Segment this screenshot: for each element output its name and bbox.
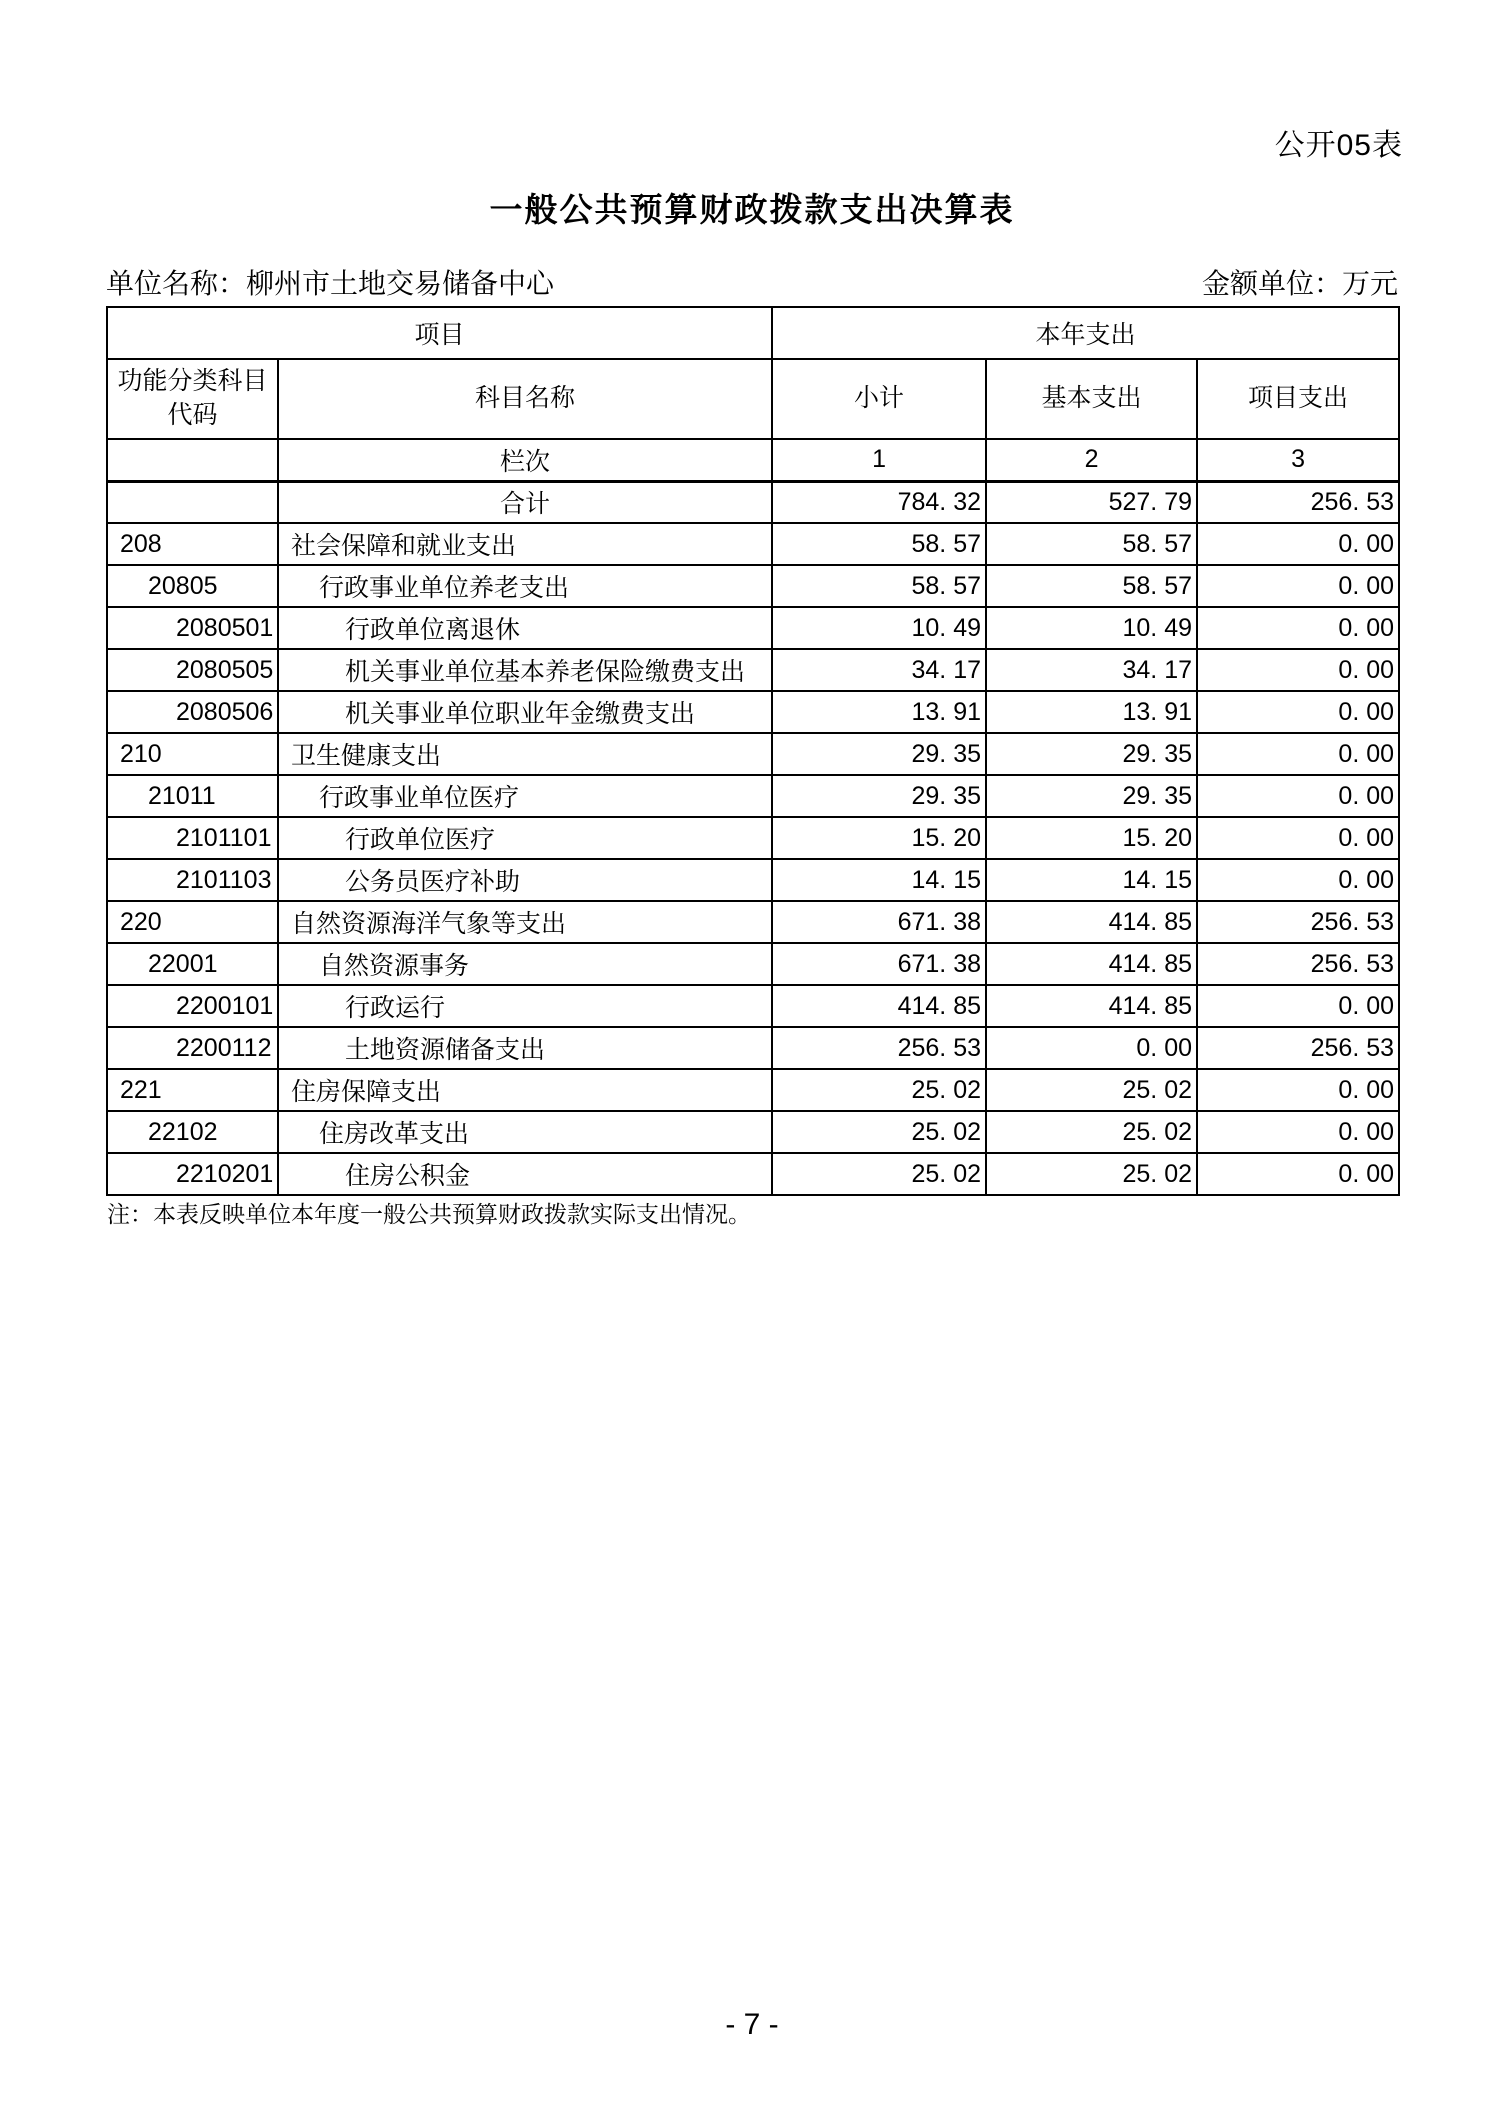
subtotal-cell: 14. 15: [772, 859, 986, 901]
lanci-col-1: 1: [772, 439, 986, 481]
header-subtotal-column: 小计: [772, 359, 986, 439]
code-cell: 22102: [107, 1111, 278, 1153]
code-cell: 2101101: [107, 817, 278, 859]
lanci-empty-cell: [107, 439, 278, 481]
table-row: [107, 1069, 1399, 1111]
amount-unit: 金额单位：万元: [1201, 268, 1398, 299]
table-row: [107, 1027, 1399, 1069]
name-cell: 自然资源事务: [278, 943, 772, 985]
project-expense-cell: 0. 00: [1197, 565, 1399, 607]
project-expense-cell: 0. 00: [1197, 733, 1399, 775]
name-cell: 自然资源海洋气象等支出: [278, 901, 772, 943]
name-cell: 行政单位离退休: [278, 607, 772, 649]
name-cell: 社会保障和就业支出: [278, 523, 772, 565]
project-expense-cell: 0. 00: [1197, 859, 1399, 901]
basic-expense-cell: 14. 15: [986, 859, 1197, 901]
header-row-lanci: [107, 439, 1399, 481]
table-row: [107, 523, 1399, 565]
lanci-col-2: 2: [986, 439, 1197, 481]
subtotal-cell: 15. 20: [772, 817, 986, 859]
page-number: - 7 -: [725, 2008, 779, 2041]
name-cell: 住房改革支出: [278, 1111, 772, 1153]
project-expense-cell: 256. 53: [1197, 943, 1399, 985]
basic-expense-cell: 10. 49: [986, 607, 1197, 649]
code-cell: 21011: [107, 775, 278, 817]
basic-expense-cell: 25. 02: [986, 1111, 1197, 1153]
table-row: [107, 565, 1399, 607]
table-row: [107, 1153, 1399, 1195]
project-expense-cell: 256. 53: [1197, 481, 1399, 523]
basic-expense-cell: 414. 85: [986, 901, 1197, 943]
project-expense-cell: 0. 00: [1197, 691, 1399, 733]
name-cell: 合计: [278, 481, 772, 523]
header-row-columns: [107, 359, 1399, 439]
code-cell: 2080501: [107, 607, 278, 649]
form-label: 公开05表: [1274, 129, 1403, 162]
basic-expense-cell: 29. 35: [986, 733, 1197, 775]
subtotal-cell: 29. 35: [772, 775, 986, 817]
name-cell: 机关事业单位基本养老保险缴费支出: [278, 649, 772, 691]
project-expense-cell: 256. 53: [1197, 901, 1399, 943]
basic-expense-cell: 25. 02: [986, 1069, 1197, 1111]
code-cell: 22001: [107, 943, 278, 985]
code-cell: [107, 481, 278, 523]
name-cell: 卫生健康支出: [278, 733, 772, 775]
table-row: [107, 733, 1399, 775]
name-cell: 机关事业单位职业年金缴费支出: [278, 691, 772, 733]
name-cell: 住房公积金: [278, 1153, 772, 1195]
table-row: [107, 859, 1399, 901]
subtotal-cell: 13. 91: [772, 691, 986, 733]
header-basic-column: 基本支出: [986, 359, 1197, 439]
basic-expense-cell: 29. 35: [986, 775, 1197, 817]
basic-expense-cell: 58. 57: [986, 565, 1197, 607]
lanci-col-3: 3: [1197, 439, 1399, 481]
header-name-column: 科目名称: [278, 359, 772, 439]
code-cell: 2200112: [107, 1027, 278, 1069]
header-code-column: [107, 359, 278, 439]
lanci-label-cell: 栏次: [278, 439, 772, 481]
project-expense-cell: 0. 00: [1197, 775, 1399, 817]
basic-expense-cell: 15. 20: [986, 817, 1197, 859]
table-row: [107, 985, 1399, 1027]
subtotal-cell: 414. 85: [772, 985, 986, 1027]
unit-name: 单位名称：柳州市土地交易储备中心: [106, 268, 555, 299]
basic-expense-cell: 34. 17: [986, 649, 1197, 691]
subtotal-cell: 25. 02: [772, 1069, 986, 1111]
project-expense-cell: 0. 00: [1197, 1111, 1399, 1153]
name-cell: 行政运行: [278, 985, 772, 1027]
code-cell: 2080505: [107, 649, 278, 691]
basic-expense-cell: 414. 85: [986, 985, 1197, 1027]
name-cell: 公务员医疗补助: [278, 859, 772, 901]
budget-table: [106, 306, 1400, 1196]
code-cell: 208: [107, 523, 278, 565]
basic-expense-cell: 414. 85: [986, 943, 1197, 985]
project-expense-cell: 0. 00: [1197, 1069, 1399, 1111]
header-code-line2: 代码: [167, 401, 218, 429]
code-cell: 220: [107, 901, 278, 943]
name-cell: 土地资源储备支出: [278, 1027, 772, 1069]
name-cell: 行政事业单位医疗: [278, 775, 772, 817]
project-expense-cell: 0. 00: [1197, 817, 1399, 859]
table-row: [107, 481, 1399, 523]
subtotal-cell: 58. 57: [772, 565, 986, 607]
table-row: [107, 775, 1399, 817]
subtotal-cell: 34. 17: [772, 649, 986, 691]
project-expense-cell: 0. 00: [1197, 523, 1399, 565]
name-cell: 行政单位医疗: [278, 817, 772, 859]
name-cell: 行政事业单位养老支出: [278, 565, 772, 607]
code-cell: 2200101: [107, 985, 278, 1027]
code-cell: 221: [107, 1069, 278, 1111]
project-expense-cell: 0. 00: [1197, 985, 1399, 1027]
basic-expense-cell: 0. 00: [986, 1027, 1197, 1069]
header-project-column: 项目支出: [1197, 359, 1399, 439]
header-group-current-year: 本年支出: [772, 307, 1399, 359]
basic-expense-cell: 25. 02: [986, 1153, 1197, 1195]
subtotal-cell: 25. 02: [772, 1153, 986, 1195]
table-row: [107, 1111, 1399, 1153]
subtotal-cell: 25. 02: [772, 1111, 986, 1153]
project-expense-cell: 0. 00: [1197, 1153, 1399, 1195]
header-group-project: 项目: [107, 307, 772, 359]
table-note: 注：本表反映单位本年度一般公共预算财政拨款实际支出情况。: [107, 1201, 751, 1227]
table-row: [107, 691, 1399, 733]
project-expense-cell: 256. 53: [1197, 1027, 1399, 1069]
page-title: 一般公共预算财政拨款支出决算表: [489, 191, 1015, 228]
subtotal-cell: 10. 49: [772, 607, 986, 649]
table-body: [107, 307, 1399, 1195]
code-cell: 210: [107, 733, 278, 775]
subtotal-cell: 29. 35: [772, 733, 986, 775]
subtotal-cell: 58. 57: [772, 523, 986, 565]
basic-expense-cell: 13. 91: [986, 691, 1197, 733]
code-cell: 2101103: [107, 859, 278, 901]
table-row: [107, 943, 1399, 985]
subtotal-cell: 671. 38: [772, 943, 986, 985]
header-row-groups: [107, 307, 1399, 359]
name-cell: 住房保障支出: [278, 1069, 772, 1111]
code-cell: 20805: [107, 565, 278, 607]
basic-expense-cell: 527. 79: [986, 481, 1197, 523]
table-row: [107, 817, 1399, 859]
subtotal-cell: 671. 38: [772, 901, 986, 943]
table-row: [107, 901, 1399, 943]
subtotal-cell: 784. 32: [772, 481, 986, 523]
code-cell: 2080506: [107, 691, 278, 733]
code-cell: 2210201: [107, 1153, 278, 1195]
header-code-line1: 功能分类科目: [117, 367, 268, 396]
table-meta: [106, 262, 1398, 302]
subtotal-cell: 256. 53: [772, 1027, 986, 1069]
project-expense-cell: 0. 00: [1197, 607, 1399, 649]
table-row: [107, 649, 1399, 691]
table-row: [107, 607, 1399, 649]
basic-expense-cell: 58. 57: [986, 523, 1197, 565]
project-expense-cell: 0. 00: [1197, 649, 1399, 691]
